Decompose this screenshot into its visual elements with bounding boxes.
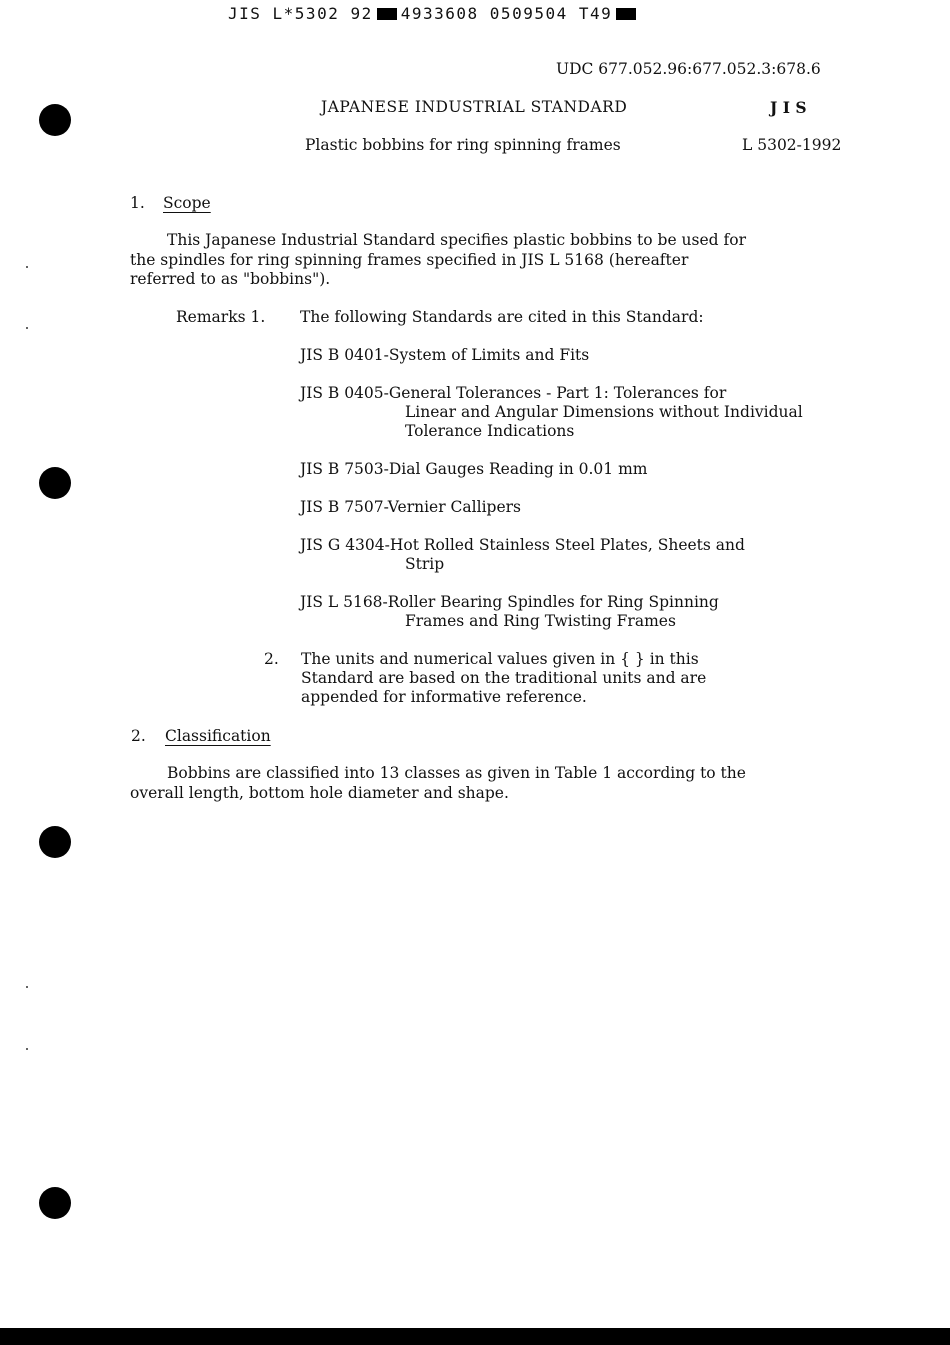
header-code (228, 4, 640, 23)
cited-standard: JIS L 5168-Roller Bearing Spindles for Ring Spinning (300, 593, 719, 611)
section-1-number: 1. (130, 194, 145, 212)
binder-hole (39, 104, 71, 136)
section-1-heading: Scope (163, 194, 211, 212)
header-code-part2: 4933608 0509504 T49 (400, 4, 613, 23)
cited-standard: JIS B 7503-Dial Gauges Reading in 0.01 mm (300, 460, 648, 478)
binder-hole (39, 467, 71, 499)
header-code-part1: JIS L*5302 92 (228, 4, 373, 23)
document-number: L 5302-1992 (742, 136, 842, 154)
section-2-heading: Classification (165, 727, 271, 745)
remark-2-number: 2. (264, 650, 279, 668)
cited-standard: JIS B 7507-Vernier Callipers (300, 498, 521, 516)
section-2-number: 2. (131, 727, 146, 745)
remark-2-line: Standard are based on the traditional units and are (301, 669, 707, 687)
redaction-block (377, 8, 397, 20)
udc-code: UDC 677.052.96:677.052.3:678.6 (556, 60, 821, 78)
remark-2-line: The units and numerical values given in { } in this (301, 650, 699, 668)
remark-2-line: appended for informative reference. (301, 688, 587, 706)
cited-standard-cont: Frames and Ring Twisting Frames (405, 612, 676, 630)
remarks-intro: The following Standards are cited in this Standard: (300, 308, 704, 326)
scan-speck (26, 266, 28, 268)
cited-standard-cont: Strip (405, 555, 445, 573)
scan-speck (26, 1048, 28, 1050)
cited-standard: JIS B 0401-System of Limits and Fits (300, 346, 590, 364)
cited-standard-cont: Tolerance Indications (405, 422, 575, 440)
cited-standard: JIS G 4304-Hot Rolled Stainless Steel Plates, Sheets and (300, 536, 745, 554)
scope-line-3: referred to as "bobbins"). (130, 270, 331, 288)
cited-standard: JIS B 0405-General Tolerances - Part 1: Tolerances for (300, 384, 727, 402)
jis-mark: J I S (770, 98, 807, 117)
binder-hole (39, 1187, 71, 1219)
document-title: Plastic bobbins for ring spinning frames (305, 136, 621, 154)
scan-speck (26, 327, 28, 329)
redaction-block (616, 8, 636, 20)
classification-line-2: overall length, bottom hole diameter and shape. (130, 784, 509, 802)
scope-line-1: This Japanese Industrial Standard specifies plastic bobbins to be used for (167, 231, 746, 249)
cited-standard-cont: Linear and Angular Dimensions without Individual (405, 403, 803, 421)
scope-line-2: the spindles for ring spinning frames specified in JIS L 5168 (hereafter (130, 251, 689, 269)
binder-hole (39, 826, 71, 858)
remarks-label: Remarks 1. (176, 308, 266, 326)
scan-speck (26, 986, 28, 988)
standard-title: JAPANESE INDUSTRIAL STANDARD (321, 98, 628, 116)
classification-line-1: Bobbins are classified into 13 classes as given in Table 1 according to the (167, 764, 746, 782)
scan-edge-bar (0, 1328, 950, 1345)
